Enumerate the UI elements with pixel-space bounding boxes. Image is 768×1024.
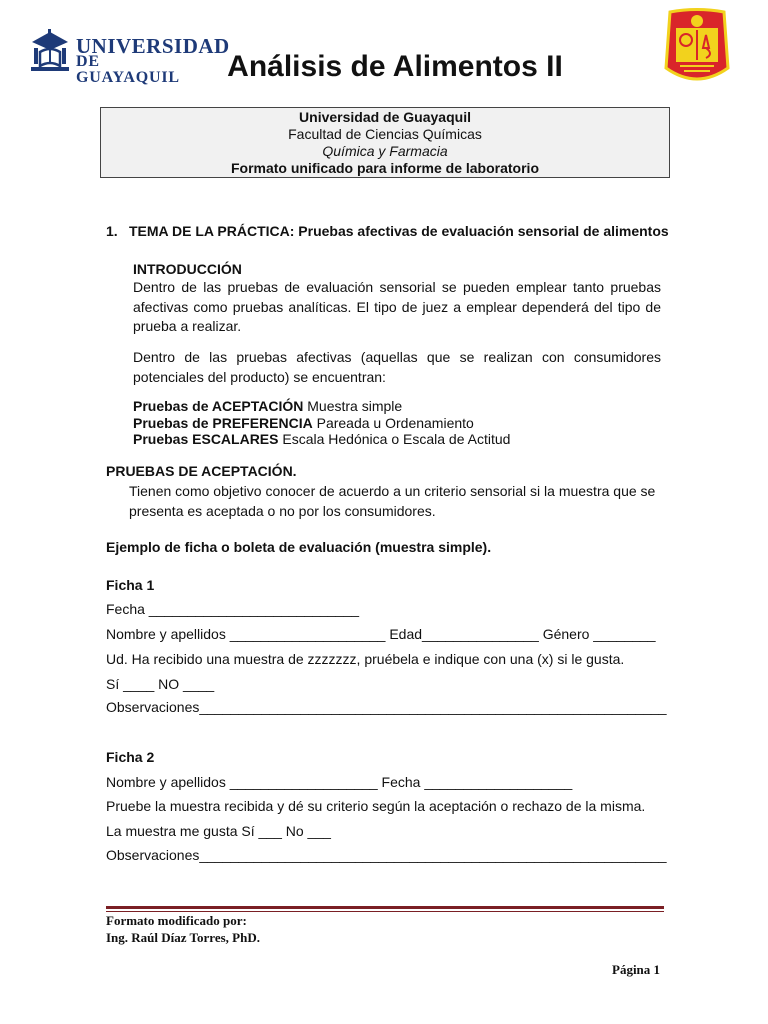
ficha2-nombre-fecha: Nombre y apellidos ___________________ Fecha ___________________	[106, 774, 573, 790]
ficha2-instruction: Pruebe la muestra recibida y dé su criterio según la aceptación o rechazo de la misma.	[106, 798, 646, 814]
footer-rule-thick	[106, 906, 664, 909]
test-item-name: Pruebas ESCALARES	[133, 431, 279, 447]
test-item-preference	[133, 415, 510, 432]
logo-text-universidad: UNIVERSIDAD	[76, 34, 230, 58]
document-header-box	[100, 107, 670, 178]
header-university: Universidad de Guayaquil	[299, 109, 471, 125]
page-number: Página 1	[612, 962, 661, 977]
ficha1-instruction: Ud. Ha recibido una muestra de zzzzzzz, pruébela e indique con una (x) si le gusta.	[106, 651, 625, 667]
test-item-desc: Escala Hedónica o Escala de Actitud	[278, 431, 511, 447]
test-item-desc: Pareada u Ordenamiento	[312, 414, 474, 431]
example-title: Ejemplo de ficha o boleta de evaluación (muestra simple).	[106, 539, 492, 555]
university-logo	[28, 28, 230, 86]
footer-author: Ing. Raúl Díaz Torres, PhD.	[106, 930, 260, 945]
footer-modified-by: Formato modificado por:	[106, 913, 247, 928]
ficha2-likes: La muestra me gusta Sí ___ No ___	[106, 823, 331, 839]
logo-text-guayaquil: DE GUAYAQUIL	[76, 53, 180, 86]
header-faculty: Facultad de Ciencias Químicas	[288, 126, 482, 142]
section-heading: TEMA DE LA PRÁCTICA: Pruebas afectivas de evaluación sensorial de alimentos	[129, 223, 669, 239]
faculty-emblem	[662, 8, 732, 86]
ficha1-title: Ficha 1	[106, 577, 155, 593]
document-title: Análisis de Alimentos II	[227, 50, 563, 83]
header-format: Formato unificado para informe de laboratorio	[230, 160, 540, 176]
intro-paragraph-1: Dentro de las pruebas de evaluación sensorial se pueden emplear tanto pruebas afectivas como pruebas analíticas. El tipo de juez a emplear dependerá del tipo de prueba a realizar.	[133, 279, 661, 334]
header-career: Química y Farmacia	[322, 143, 448, 159]
test-item-desc: Muestra simple	[303, 398, 403, 414]
university-crest-icon	[28, 28, 72, 74]
ficha1-yes-no: Sí ____ NO ____	[106, 676, 215, 692]
ficha1-nombre: Nombre y apellidos ____________________ Edad_______________ Género ________	[106, 626, 656, 642]
ficha1-observaciones: Observaciones____________________________________________________________	[106, 699, 667, 715]
faculty-shield-icon	[662, 8, 732, 86]
ficha2-title: Ficha 2	[106, 749, 155, 765]
intro-paragraph-2: Dentro de las pruebas afectivas (aquellas que se realizan con consumidores potenciales del producto) se encuentran:	[133, 349, 661, 385]
acceptance-text: Tienen como objetivo conocer de acuerdo a un criterio sensorial si la muestra que se presenta es aceptada o no por los consumidores.	[129, 483, 656, 519]
intro-title: INTRODUCCIÓN	[133, 261, 242, 277]
acceptance-title: PRUEBAS DE ACEPTACIÓN.	[106, 463, 297, 479]
test-item-name: Pruebas de PREFERENCIA	[133, 414, 313, 431]
ficha2-observaciones: Observaciones____________________________________________________________	[106, 847, 667, 863]
test-item-scalar	[133, 431, 510, 448]
tests-list	[133, 398, 510, 448]
section-number: 1.	[106, 223, 118, 239]
test-item-name: Pruebas de ACEPTACIÓN	[133, 398, 304, 414]
ficha1-fecha: Fecha ___________________________	[106, 601, 360, 617]
test-item-acceptance	[133, 398, 510, 415]
